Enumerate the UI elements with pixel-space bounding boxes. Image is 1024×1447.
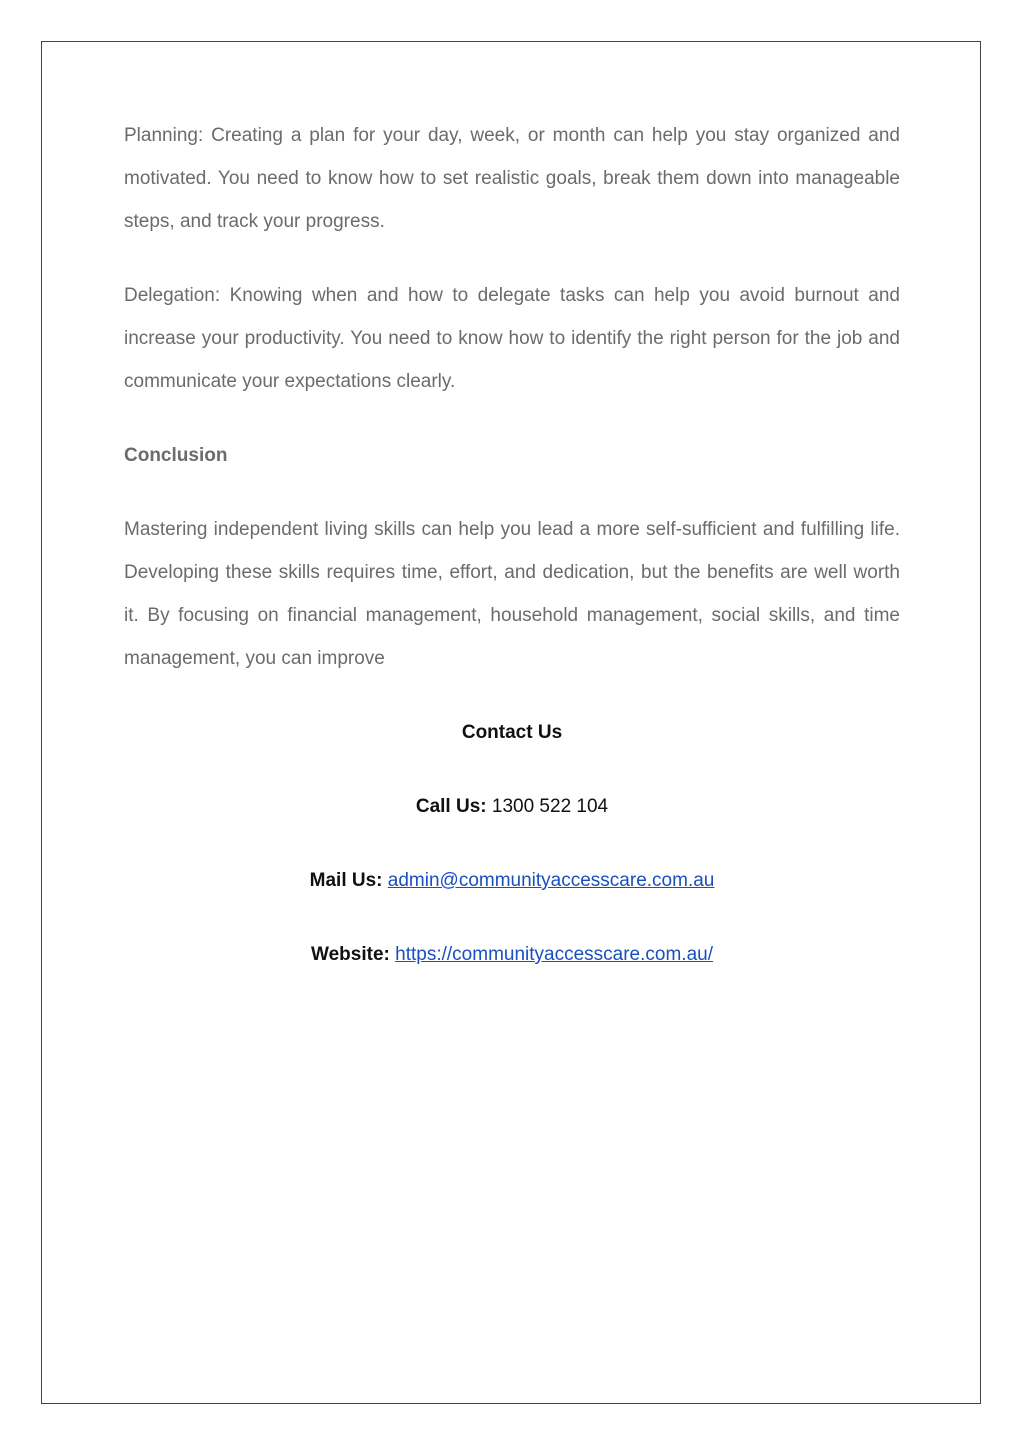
conclusion-heading: Conclusion	[124, 445, 228, 466]
mail-us-line	[124, 859, 900, 902]
website-label: Website:	[311, 944, 390, 965]
delegation-paragraph: Delegation: Knowing when and how to delegate tasks can help you avoid burnout and increase your productivity. You need to know how to identify the right person for the job and communicate your expectations clearly.	[124, 285, 900, 392]
contact-heading	[124, 711, 900, 754]
call-us-line	[124, 785, 900, 828]
document-content	[124, 114, 900, 1007]
call-us-label: Call Us:	[415, 796, 487, 817]
email-link[interactable]: admin@communityaccesscare.com.au	[387, 870, 715, 891]
website-link[interactable]: https://communityaccesscare.com.au/	[395, 944, 713, 965]
contact-section	[124, 711, 900, 976]
planning-paragraph: Planning: Creating a plan for your day, week, or month can help you stay organized and motivated. You need to know how to set realistic goals, break them down into manageable steps, and track your progress.	[124, 125, 900, 232]
mail-us-label: Mail Us:	[309, 870, 383, 891]
contact-heading-text: Contact Us	[461, 722, 563, 743]
website-line	[124, 933, 900, 976]
phone-number: 1300 522 104	[491, 796, 609, 817]
conclusion-paragraph: Mastering independent living skills can help you lead a more self-sufficient and fulfilling life. Developing these skills requires time, effort, and dedication, but the benefits are well worth it. By focusing on financial management, household management, social skills, and time management, you can improve	[124, 519, 900, 669]
